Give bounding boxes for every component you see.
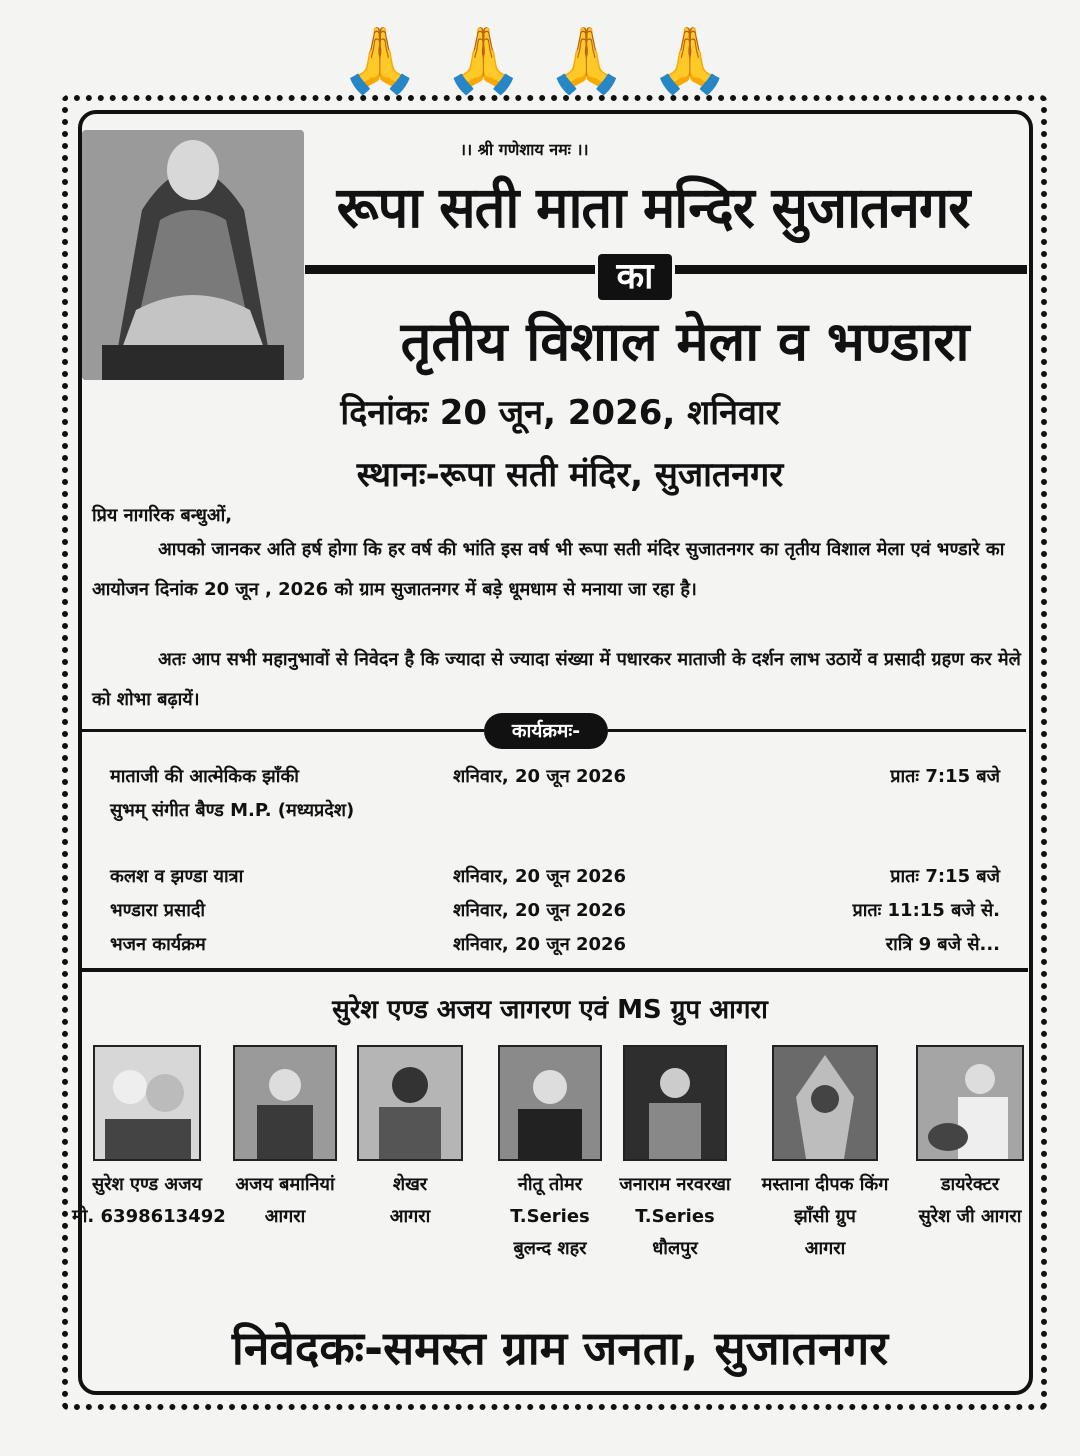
- artist-detail: T.Series: [510, 1206, 590, 1227]
- folded-hands-icon: 🙏: [443, 24, 524, 98]
- program-name: कलश व झण्डा यात्रा: [110, 866, 244, 887]
- artist-name: जनाराम नरवरखा: [619, 1174, 731, 1195]
- program-time: प्रातः 11:15 बजे से.: [852, 900, 1000, 921]
- folded-hands-icon: 🙏: [546, 24, 627, 98]
- deity-photo: [82, 130, 304, 380]
- section-divider: [82, 968, 1028, 972]
- letter-paragraph-1: आपको जानकर अति हर्ष होगा कि हर वर्ष की भांति इस वर्ष भी रूपा सती मंदिर सुजातनगर का तृतीय विशाल मेला एवं भण्डारे का आयोजन दिनांक 20 जून , 2026 को ग्राम सुजातनगर में बड़े धूमधाम से मनाया जा रहा है।: [92, 539, 1005, 600]
- event-place: स्थानः-रूपा सती मंदिर, सुजातनगर: [356, 455, 784, 495]
- program-time: प्रातः 7:15 बजे: [890, 766, 1000, 787]
- letter-greeting: प्रिय नागरिक बन्धुओं,: [92, 505, 233, 526]
- artist-location: आगरा: [804, 1238, 846, 1259]
- program-heading: कार्यक्रमः-: [484, 713, 608, 749]
- artist-name: मस्ताना दीपक किंग: [761, 1174, 889, 1195]
- program-time: प्रातः 7:15 बजे: [890, 866, 1000, 887]
- artist-detail: T.Series: [635, 1206, 715, 1227]
- artist-detail: सुरेश जी आगरा: [918, 1206, 1022, 1227]
- artist-name: नीतू तोमर: [517, 1174, 583, 1195]
- band-note: सुभम् संगीत बैण्ड M.P. (मध्यप्रदेश): [110, 800, 355, 821]
- artist-name: शेखर: [392, 1174, 428, 1195]
- title-rule-left: [305, 265, 595, 274]
- letter-paragraph-2: अतः आप सभी महानुभावों से निवेदन है कि ज्यादा से ज्यादा संख्या में पधारकर माताजी के दर्शन लाभ उठायें व प्रसादी ग्रहण कर मेले को शोभा बढ़ायें।: [92, 649, 1021, 710]
- program-rule-left: [82, 729, 484, 732]
- program-date: शनिवार, 20 जून 2026: [453, 934, 627, 955]
- artist-name: अजय बमानियां: [235, 1174, 335, 1195]
- artist-card: [745, 1045, 905, 1265]
- artist-location: बुलन्द शहर: [513, 1238, 587, 1259]
- program-date: शनिवार, 20 जून 2026: [453, 900, 627, 921]
- program-date: शनिवार, 20 जून 2026: [453, 766, 627, 787]
- group-title: सुरेश एण्ड अजय जागरण एवं MS ग्रुप आगरा: [332, 995, 768, 1025]
- event-title: तृतीय विशाल मेला व भण्डारा: [400, 310, 970, 373]
- artist-photo: [233, 1045, 337, 1161]
- artist-card: [355, 1045, 465, 1233]
- program-date: शनिवार, 20 जून 2026: [453, 866, 627, 887]
- artist-card: [72, 1045, 226, 1233]
- artist-photo: [93, 1045, 201, 1161]
- artist-detail: आगरा: [264, 1206, 306, 1227]
- artist-detail: मो. 6398613492: [72, 1206, 226, 1227]
- folded-hands-icon: 🙏: [340, 24, 420, 98]
- artist-location: धौलपुर: [652, 1238, 698, 1259]
- artist-card: [900, 1045, 1040, 1233]
- artist-card: [605, 1045, 745, 1265]
- artist-name: सुरेश एण्ड अजय: [92, 1174, 202, 1195]
- artist-photo: [916, 1045, 1024, 1161]
- event-date: दिनांकः 20 जून, 2026, शनिवार: [340, 393, 780, 433]
- program-time: रात्रि 9 बजे से...: [885, 934, 1000, 955]
- artist-photo: [623, 1045, 727, 1161]
- program-name: भजन कार्यक्रम: [110, 934, 206, 955]
- title-rule-right: [675, 265, 1027, 274]
- artist-detail: झाँसी ग्रुप: [794, 1206, 856, 1227]
- main-title: रूपा सती माता मन्दिर सुजातनगर: [336, 174, 970, 241]
- connector-badge: का: [598, 254, 672, 300]
- top-emoji-row: [340, 18, 730, 104]
- artist-detail: आगरा: [389, 1206, 431, 1227]
- footer-requester: निवेदकः-समस्त ग्राम जनता, सुजातनगर: [231, 1321, 889, 1375]
- invocation-text: ।। श्री गणेशाय नमः ।।: [460, 140, 589, 159]
- artist-card: [215, 1045, 355, 1233]
- artist-photo: [498, 1045, 602, 1161]
- artist-photo: [772, 1045, 878, 1161]
- program-rule-right: [608, 729, 1026, 732]
- artist-card: [490, 1045, 610, 1265]
- artist-photo: [357, 1045, 463, 1161]
- folded-hands-icon: 🙏: [650, 24, 730, 98]
- artist-name: डायरेक्टर: [940, 1174, 1000, 1195]
- program-name: भण्डारा प्रसादी: [110, 900, 206, 921]
- program-name: माताजी की आत्मेकिक झाँकी: [110, 766, 299, 787]
